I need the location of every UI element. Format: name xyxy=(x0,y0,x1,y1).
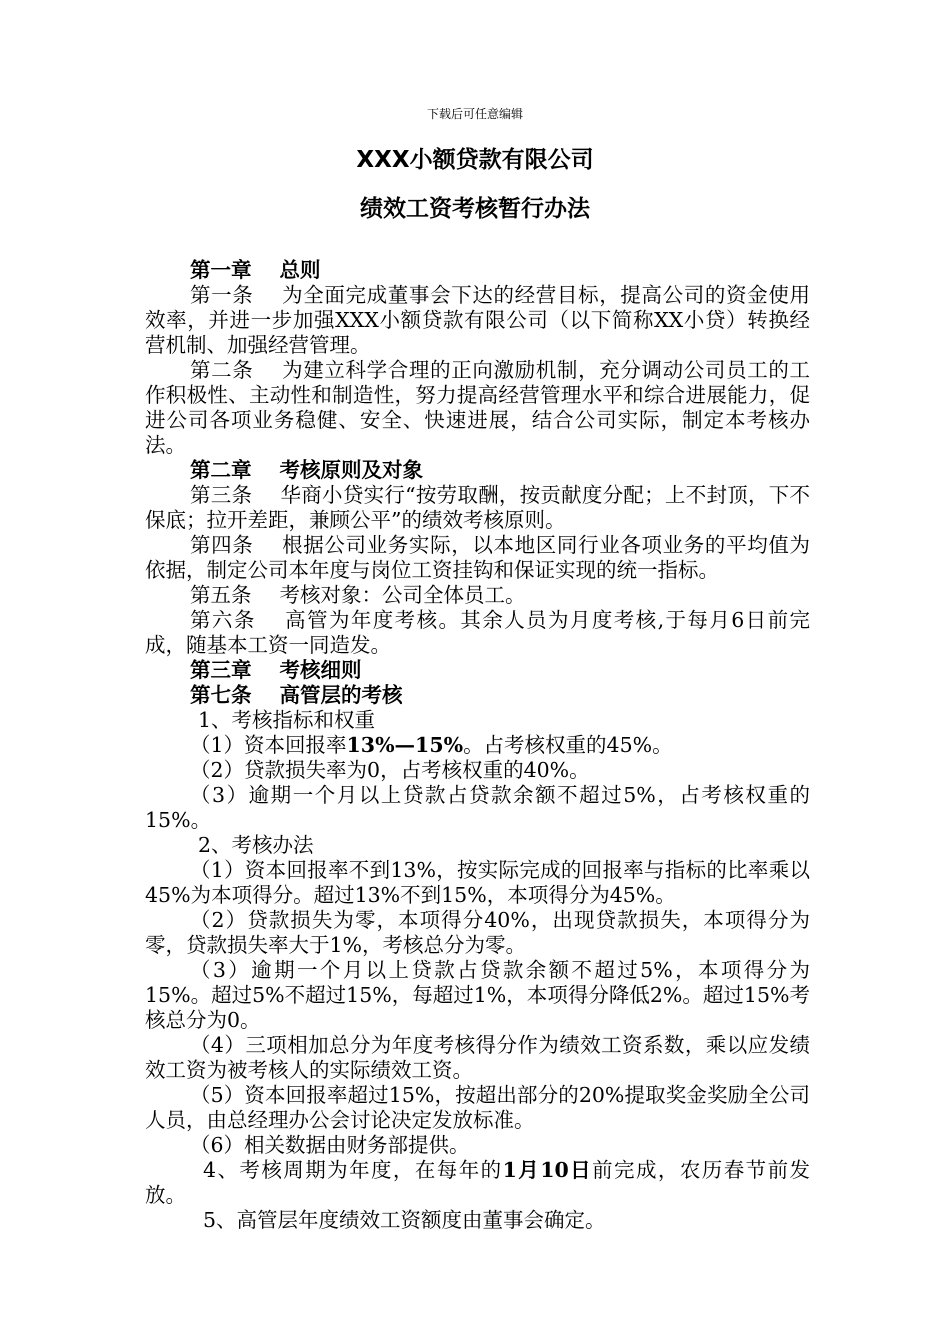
article-label: 第四条 xyxy=(190,533,254,557)
article-2: 第二条 为建立科学合理的正向激励机制，充分调动公司员工的工作积极性、主动性和制造性，努力提高经营管理水平和综合进展能力，促进公司各项业务稳健、安全、快速进展，结合公司实际，制定本考核办法。 xyxy=(145,358,811,457)
article-3: 第三条 华商小贷实行“按劳取酬，按贡献度分配；上不封顶，下不保底；拉开差距，兼顾公平”的绩效考核原则。 xyxy=(145,483,810,532)
section-4: 4、考核周期为年度，在每年的1月10日前完成，农历春节前发放。 xyxy=(145,1158,811,1207)
document-body xyxy=(145,258,810,1233)
chapter-2-heading: 第二章 考核原则及对象 xyxy=(190,458,423,482)
article-label: 第一条 xyxy=(190,283,254,307)
page-header-note: 下载后可任意编辑 xyxy=(426,107,523,121)
article-label: 第二条 xyxy=(190,358,254,382)
item-2-1: （1）资本回报率不到13%，按实际完成的回报率与指标的比率乘以45%为本项得分。超过13%不到15%，本项得分为45%。 xyxy=(145,858,810,907)
section-2-heading: 2、考核办法 xyxy=(198,833,314,857)
item-1-2: （2）贷款损失率为0，占考核权重的40%。 xyxy=(190,758,590,782)
article-label: 第三条 xyxy=(190,483,253,507)
item-1-1: （1）资本回报率13%—15%。占考核权重的45%。 xyxy=(190,733,673,757)
company-title: XXX小额贷款有限公司 xyxy=(356,147,594,173)
item-2-3: （3）逾期一个月以上贷款占贷款余额不超过5%，本项得分为15%。超过5%不超过15%，每超过1%，本项得分降低2%。超过15%考核总分为0。 xyxy=(145,958,810,1032)
article-label: 第五条 xyxy=(190,583,252,607)
section-1-heading: 1、考核指标和权重 xyxy=(198,708,376,732)
item-2-5: （5）资本回报率超过15%，按超出部分的20%提取奖金奖励全公司人员，由总经理办公会讨论决定发放标准。 xyxy=(145,1083,810,1132)
article-1: 第一条 为全面完成董事会下达的经营目标，提高公司的资金使用效率，并进一步加强XXX小额贷款有限公司（以下简称XX小贷）转换经营机制、加强经营管理。 xyxy=(145,283,811,357)
item-2-2: （2）贷款损失为零，本项得分40%，出现贷款损失，本项得分为零，贷款损失率大于1%，考核总分为零。 xyxy=(145,908,810,957)
article-5: 第五条 考核对象：公司全体员工。 xyxy=(190,583,526,607)
section-5: 5、高管层年度绩效工资额度由董事会确定。 xyxy=(203,1208,606,1232)
chapter-1-heading: 第一章 总则 xyxy=(190,258,321,282)
article-4: 第四条 根据公司业务实际，以本地区同行业各项业务的平均值为依据，制定公司本年度与岗位工资挂钩和保证实现的统一指标。 xyxy=(145,533,811,582)
article-label: 第六条 xyxy=(190,608,256,632)
document-title: 绩效工资考核暂行办法 xyxy=(360,196,590,222)
item-2-4: （4）三项相加总分为年度考核得分作为绩效工资系数，乘以应发绩效工资为被考核人的实际绩效工资。 xyxy=(145,1033,810,1082)
item-1-3: （3）逾期一个月以上贷款占贷款余额不超过5%，占考核权重的15%。 xyxy=(145,783,810,832)
chapter-3-heading: 第三章 考核细则 xyxy=(190,658,362,682)
article-6: 第六条 高管为年度考核。其余人员为月度考核,于每月6日前完成，随基本工资一同造发。 xyxy=(145,608,811,657)
item-2-6: （6）相关数据由财务部提供。 xyxy=(190,1133,470,1157)
article-7-heading: 第七条 高管层的考核 xyxy=(190,683,403,707)
